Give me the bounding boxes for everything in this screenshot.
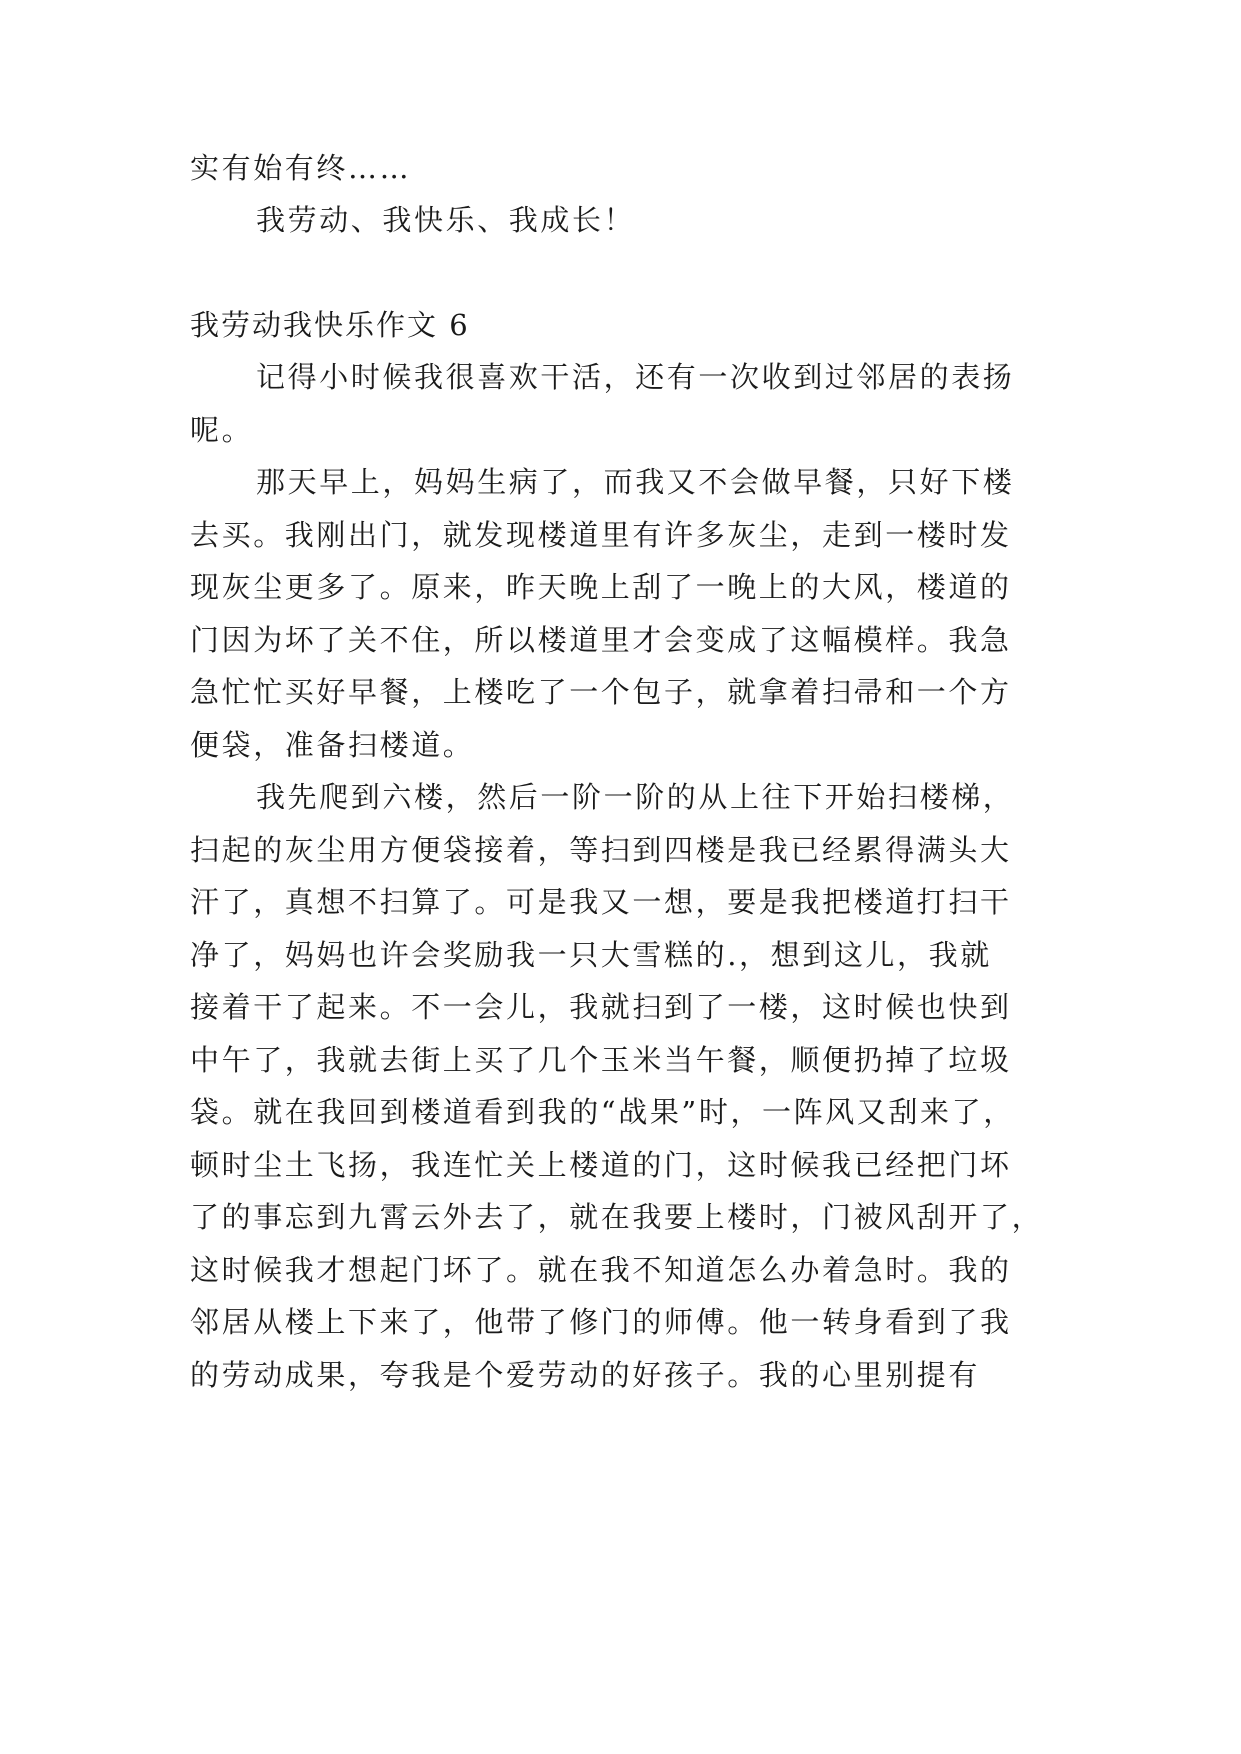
- paragraph-line: 我先爬到六楼，然后一阶一阶的从上往下开始扫楼梯，: [256, 780, 1015, 814]
- closing-line: 我劳动、我快乐、我成长！: [256, 203, 636, 237]
- paragraph-line: 接着干了起来。不一会儿，我就扫到了一楼，这时候也快到: [190, 990, 1012, 1024]
- paragraph-line: 门因为坏了关不住，所以楼道里才会变成了这幅模样。我急: [190, 623, 1012, 657]
- paragraph-line: 中午了，我就去街上买了几个玉米当午餐，顺便扔掉了垃圾: [190, 1043, 1012, 1077]
- section-title: 我劳动我快乐作文 6: [190, 308, 470, 342]
- paragraph-line: 呢。: [190, 413, 254, 447]
- paragraph-line: 这时候我才想起门坏了。就在我不知道怎么办着急时。我的: [190, 1253, 1012, 1287]
- paragraph-line: 记得小时候我很喜欢干活，还有一次收到过邻居的表扬: [256, 360, 1015, 394]
- paragraph-line: 了的事忘到九霄云外去了，就在我要上楼时，门被风刮开了，: [190, 1200, 1044, 1234]
- paragraph-line: 现灰尘更多了。原来，昨天晚上刮了一晚上的大风，楼道的: [190, 570, 1012, 604]
- paragraph-line: 的劳动成果，夸我是个爱劳动的好孩子。我的心里别提有: [190, 1358, 981, 1392]
- paragraph-line: 袋。就在我回到楼道看到我的“战果”时，一阵风又刮来了，: [190, 1095, 1015, 1129]
- paragraph-line: 邻居从楼上下来了，他带了修门的师傅。他一转身看到了我: [190, 1305, 1012, 1339]
- continuation-line: 实有始有终……: [190, 151, 412, 185]
- paragraph-line: 汗了，真想不扫算了。可是我又一想，要是我把楼道打扫干: [190, 885, 1012, 919]
- paragraph-line: 扫起的灰尘用方便袋接着，等扫到四楼是我已经累得满头大: [190, 833, 1012, 867]
- paragraph-line: 净了，妈妈也许会奖励我一只大雪糕的.，想到这儿，我就: [190, 938, 992, 972]
- paragraph-line: 那天早上，妈妈生病了，而我又不会做早餐，只好下楼: [256, 465, 1015, 499]
- paragraph-line: 急忙忙买好早餐，上楼吃了一个包子，就拿着扫帚和一个方: [190, 675, 1012, 709]
- paragraph-line: 去买。我刚出门，就发现楼道里有许多灰尘，走到一楼时发: [190, 518, 1012, 552]
- paragraph-line: 便袋，准备扫楼道。: [190, 728, 475, 762]
- paragraph-line: 顿时尘土飞扬，我连忙关上楼道的门，这时候我已经把门坏: [190, 1148, 1012, 1182]
